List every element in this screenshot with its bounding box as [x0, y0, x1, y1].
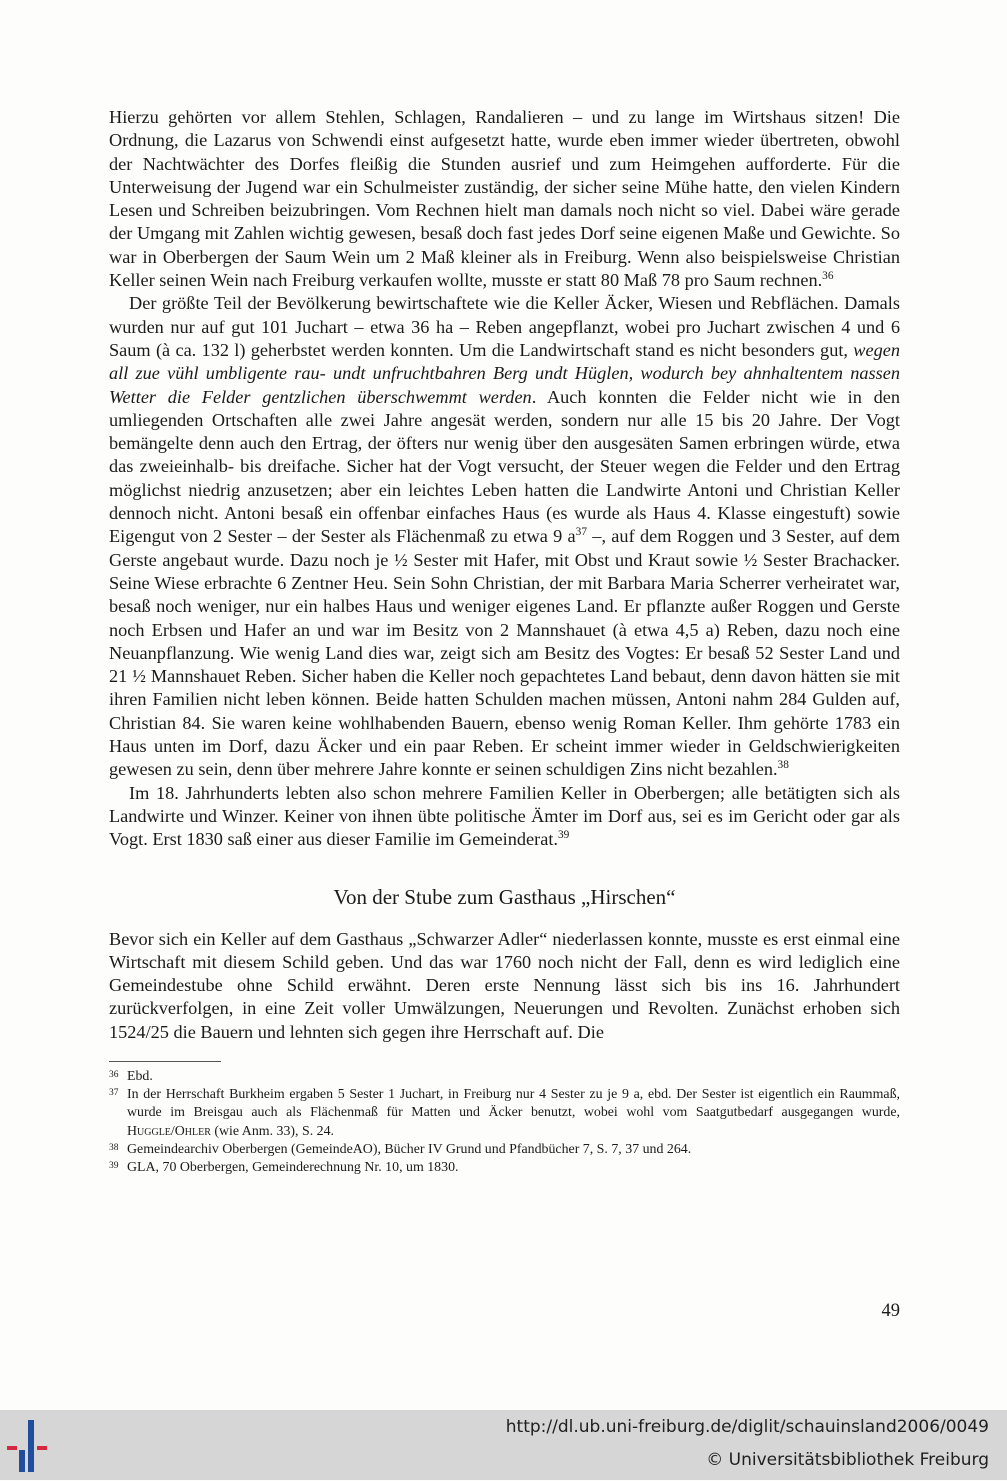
footnote-divider: [109, 1061, 221, 1062]
page-number: 49: [881, 1301, 900, 1321]
source-url-link[interactable]: http://dl.ub.uni-freiburg.de/diglit/schauinsland2006/0049: [505, 1417, 989, 1437]
paragraph: Bevor sich ein Keller auf dem Gasthaus „Schwarzer Adler“ niederlassen konnte, musste es erst einmal eine Wirtschaft mit diesem Schild geben. Und das war 1760 noch nicht der Fall, denn es wird lediglich eine Gemeindestube ohne Schild erwähnt. Deren erste Nennung lässt sich bis ins 16. Jahrhundert zurückverfolgen, in eine Zeit voller Umwälzungen, Neuerungen und Revolten. Zunächst erhoben sich 1524/25 die Bauern und lehnten sich gegen ihre Herrschaft auf. Die: [109, 928, 900, 1042]
copyright-notice: © Universitätsbibliothek Freiburg: [706, 1450, 989, 1470]
footnote: 38 Gemeindearchiv Oberbergen (GemeindeAO), Bücher IV Grund und Pfandbücher 7, S. 7, 37 und 264.: [109, 1141, 692, 1157]
author-name: Huggle/Ohler: [127, 1123, 211, 1139]
footnote-number: 37: [109, 1088, 119, 1099]
footnotes: [109, 1068, 900, 1177]
footnote: 36 Ebd.: [109, 1068, 153, 1084]
footnote: 37 In der Herrschaft Burkheim ergaben 5 Sester 1 Juchart, in Freiburg nur 4 Sester zu je 9 a, ebd. Der Sester ist eigentlich ein Raummaß, wurde im Breisgau auch als Flächenmaß für Matten und Äcker benutzt, wobei wohl vom Saatgutbedarf ausgegangen wurde, Huggle/Ohler (wie Anm. 33), S. 24.: [109, 1087, 900, 1139]
footnote-reference: 37: [575, 526, 587, 539]
page-content: [109, 106, 900, 1177]
historical-quote: wegen all zue vühl umbligente rau- undt unfruchtbahren Berg undt Hüglen, wodurch bey ahnhaltentem nassen Wetter die Felder gentzlichen überschwemmt werden: [109, 339, 900, 407]
body-text: [109, 106, 900, 852]
footnote: 39 GLA, 70 Oberbergen, Gemeinderechnung Nr. 10, um 1830.: [109, 1160, 459, 1175]
footnote-number: 39: [109, 1161, 119, 1171]
footnote-number: 36: [109, 1069, 119, 1080]
footnote-reference: 38: [777, 759, 789, 772]
library-logo-icon: [6, 1416, 66, 1476]
section-text: [109, 928, 900, 1044]
footnote-number: 38: [109, 1142, 119, 1153]
paragraph: Der größte Teil der Bevölkerung bewirtschaftete wie die Keller Äcker, Wiesen und Rebflächen. Damals wurden nur auf gut 101 Juchart – etwa 36 ha – Reben angepflanzt, wobei pro Juchart zwischen 4 und 6 Saum (à ca. 132 l) geherbstet werden konnten. Um die Landwirtschaft stand es nicht besonders gut, wegen all zue vühl umbligente rau- undt unfruchtbahren Berg undt Hüglen, wodurch bey ahnhaltentem nassen Wetter die Felder gentzlichen überschwemmt werden. Auch konnten die Felder nicht wie in den umliegenden Ortschaften alle zwei Jahre angesät werden, sondern nur alle 15 bis 20 Jahre. Der Vogt bemängelte denn auch den Ertrag, der öfters nur wenig über den ausgesäten Samen erbringen würde, etwa das zweieinhalb- bis dreifache. Sicher hat der Vogt versucht, der Steuer wegen die Felder und den Ertrag möglichst niedrig anzusetzen; aber ein leichtes Leben hatten die Landwirte Antoni und Christian Keller dennoch nicht. Antoni besaß ein offenbar einfaches Haus (es wurde als Haus 4. Klasse eingestuft) sowie Eigengut von 2 Sester – der Sester als Flächenmaß zu etwa 9 $a^{37}$ –, auf dem Roggen und 3 Sester, auf dem Gerste angebaut wurde. Dazu noch je ½ Sester mit Hafer, mit Obst und Kraut sowie ½ Sester Brachacker. Seine Wiese erbrachte 6 Zentner Heu. Sein Sohn Christian, der mit Barbara Maria Scherrer verheiratet war, besaß noch weniger, nur ein halbes Haus und weniger eigenes Land. Er pflanzte außer Roggen und Gerste noch Erbsen und Hafer an und war im Besitz von 2 Mannshauet (à etwa 4,5 a) Reben, dazu noch eine Neuanpflanzung. Wie wenig Land dies war, zeigt sich am Besitz des Vogtes: Er besaß 52 Sester Land und 21 ½ Mannshauet Reben. Sicher haben die Keller noch gepachtetes Land bebaut, denn davon hätten sie mit ihren Familien nicht leben können. Beide hatten Schulden machen müssen, Antoni nahm 284 Gulden auf, Christian 84. Sie waren keine wohlhabenden Bauern, ebenso wenig Roman Keller. Ihm gehörte 1783 ein Haus unten im Dorf, dazu Äcker und ein paar Reben. Er scheint immer wieder in Geldschwierigkeiten gewesen zu sein, denn über mehrere Jahre konnte er seinen schuldigen Zins nicht bezahlen.$^{38}$: [109, 293, 900, 780]
footnote-reference: 39: [557, 829, 570, 842]
section-heading: Von der Stube zum Gasthaus „Hirschen“: [333, 884, 676, 909]
paragraph: Im 18. Jahrhunderts lebten also schon mehrere Familien Keller in Oberbergen; alle betätigten sich als Landwirte und Winzer. Keiner von ihnen übte politische Ämter im Dorf aus, sei es im Gericht oder gar als Vogt. Erst 1830 saß einer aus dieser Familie im Gemeinderat.$^{39}$: [109, 782, 900, 850]
footnote-reference: 36: [822, 269, 834, 282]
paragraph: Hierzu gehörten vor allem Stehlen, Schlagen, Randalieren – und zu lange im Wirtshaus sitzen! Die Ordnung, die Lazarus von Schwendi einst aufgesetzt hatte, wurde eben immer wieder übertreten, obwohl der Nachtwächter des Dorfes fleißig die Stunden ausrief und zum Heimgehen aufforderte. Für die Unterweisung der Jugend war ein Schulmeister zuständig, der sicher seine Mühe hatte, den vielen Kindern Lesen und Schreiben beizubringen. Vom Rechnen hielt man damals noch nicht so viel. Dabei wäre gerade der Umgang mit Zahlen wichtig gewesen, besaß doch fast jedes Dorf seine eigenen Maße und Gewichte. So war in Oberbergen der Saum Wein um 2 Maß kleiner als in Freiburg. Wenn also beispielsweise Christian Keller seinen Wein nach Freiburg verkaufen wollte, musste er statt 80 Maß 78 pro Saum rechnen.$^{36}$: [109, 107, 900, 291]
